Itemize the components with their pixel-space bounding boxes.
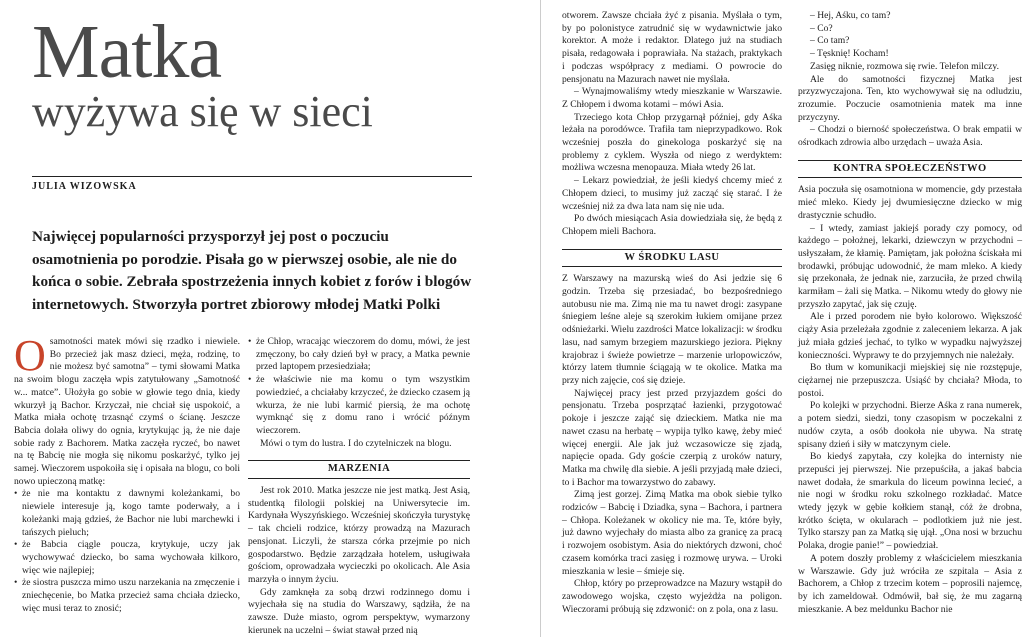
paragraph: Zasięg niknie, rozmowa się rwie. Telefon milczy.: [810, 60, 1000, 72]
author-byline: JULIA WIZOWSKA: [32, 176, 472, 192]
paragraph: Po dwóch miesiącach Asia dowiedziała się, że będą z Chłopem mieli Bachora.: [562, 213, 782, 237]
complaints-list: [14, 488, 240, 615]
list-item: • że siostra puszcza mimo uszu narzekania na zmęczenie i zniechęcenie, bo Matka przecież sama chciała dziecko, więc musi teraz to znosić;: [14, 577, 240, 615]
dialogue-line: – Co?: [810, 22, 833, 34]
article-column-2: [248, 336, 470, 637]
title-line-2: wyżywa się w sieci: [32, 87, 373, 136]
paragraph: – I wtedy, zamiast jakiejś porady czy pomocy, od każdego – położnej, lekarki, dziewczyn w przychodni – usłyszałam, że kłamię. Pamiętam, jak położna ściskała mi brodawki, próbując udowodnić, że mam mleko. A kiedy się przekonała, że jednak nie, zarzuciła, że przed chwilą karmiłam – żali się Matka. – Nikomu wtedy do głowy nie przyszło zapytać, jak się czuję.: [798, 222, 1022, 310]
paragraph: Po kolejki w przychodni. Bierze Aśka z rana numerek, a potem siedzi, siedzi, tony czasopism w poczekalni z nudów czyta, a osób dookoła nie ubywa. Na stratę spisany dzień i siły w matczynym ciele.: [798, 400, 1022, 450]
drop-cap: O: [14, 331, 46, 380]
article-column-1: [14, 331, 240, 615]
section-heading-w-srodku-lasu: W ŚRODKU LASU: [562, 249, 782, 268]
paragraph: – Chodzi o bierność społeczeństwa. O brak empatii w ośrodkach zdrowia albo urzędach – uważa Asia.: [798, 124, 1022, 149]
paragraph: Trzeciego kota Chłop przygarnął później, gdy Aśka leżała na porodówce. Trafiła tam nieprzypadkowo. Rok wcześniej poszła do ginekologa poskarżyć się na problemy z cyklem. Wyszła od niego z werdyktem: możliwa wczesna menopauza. Miała wtedy 26 lat.: [562, 111, 782, 174]
paragraph: – Lekarz powiedział, że jeśli kiedyś chcemy mieć z Chłopem dzieci, to musimy już zacząć się starać. I że wcześniej niż za dwa lata nam się nie uda.: [562, 175, 782, 212]
lead-paragraph: Najwięcej popularności przysporzył jej post o poczuciu osamotnienia po porodzie. Pisała go w pierwszej osobie, ale nie do końca o sobie. Zebrała spostrzeżenia innych kobiet z forów i blogów internetowych. Stworzyła portret zbiorowy młodej Matki Polki: [32, 228, 472, 313]
paragraph: Zimą jest gorzej. Zimą Matka ma obok siebie tylko rodziców – Babcię i Dziadka, syna – Bachora, i partnera – Chłopa. Koleżanek w okolicy nie ma. Te, które były, już dawno wyjechały do miasta albo za granicę za pracą i rozwojem osobistym. Asia do niektórych dzwoni, choć czasem komórka traci zasięg i rozmowę urywa. – Uroki mieszkania w lesie – śmieje się.: [562, 489, 782, 577]
paragraph: Z Warszawy na mazurską wieś do Asi jedzie się 6 godzin. Trzeba się przesiadać, bo bezpośredniego autobusu nie ma. Zimą nie ma tu nawet drogi: zasypane śniegiem leśne aleje są szerokim łukiem omijane przez odśnieżarki. Wielu zazdrości Matce lokalizacji: w środku lasu, nad samym brzegiem mazurskiego jeziora. Piękny krajobraz i świeże powietrze – marzenie urlopowiczów, którzy latem tłumnie ściągają w te okolice. Matka ma przy nich zajęcie, coś się dzieje.: [562, 273, 782, 386]
paragraph: Chłop, który po przeprowadzce na Mazury wstąpił do zawodowego wojska, często wyjeżdża na poligon. Wieczorami próbują się zdzwonić: on z pola, ona z lasu.: [562, 578, 782, 615]
opening-paragraph: [14, 331, 240, 488]
paragraph: otworem. Zawsze chciała żyć z pisania. Myślała o tym, by po polonistyce zatrudnić się w wydawnictwie jako korektor. A może i redaktor. Dlatego już na studiach pisała, redagowała i poprawiała. Na stażach, praktykach i podczas współpracy z mediami. O powrocie do pensjonatu na Mazurach nawet nie myślała.: [562, 10, 782, 85]
paragraph: Jest rok 2010. Matka jeszcze nie jest matką. Jest Asią, studentką filologii polskiej na Uniwersytecie im. Kardynała Wyszyńskiego. Wcześniej skończyła turystykę – tak chcieli rodzice, którzy prowadzą na Mazurach pensjonat. Liczyli, że starsza córka przejmie po nich gospodarstwo. Będzie zarządzała hotelem, usługiwała gościom, oprowadzała wycieczki po okolicach. Ale Asia marzyła o innym życiu.: [248, 485, 470, 585]
list-item: • że właściwie nie ma komu o tym wszystkim powiedzieć, a chciałaby krzyczeć, że dziecko czasem ją wkurza, że nie lubi karmić piersią, że ma ochotę wymknąć się z domu rano i wrócić późnym wieczorem.: [248, 374, 470, 438]
paragraph: – Wynajmowaliśmy wtedy mieszkanie w Warszawie. Z Chłopem i dwoma kotami – mówi Asia.: [562, 86, 782, 110]
list-item: • że Babcia ciągle poucza, krytykuje, uczy jak wychowywać dziecko, bo sama wychowała kilkoro, więc wie najlepiej;: [14, 539, 240, 577]
paragraph: Najwięcej pracy jest przed przyjazdem gości do pensjonatu. Trzeba posprzątać łazienki, przygotować pokoje i jeszcze zająć się dzieckiem. Matka nie ma nawet czasu na herbatę – wypija tylko kawę, żeby mieć więcej energii. Ale jak już wczasowicze się zjadą, napięcie opada. Gdy goście czerpią z uroków natury, Matka ma chwilę dla siebie. A jeśli przyjadą małe dzieci, to i Bachor ma towarzystwo do zabawy.: [562, 387, 782, 488]
article-title: [32, 10, 502, 136]
complaints-list-continued: [248, 336, 470, 438]
article-column-4: [798, 10, 1022, 616]
article-column-3: [562, 10, 782, 616]
dialogue-line: – Co tam?: [810, 35, 850, 47]
paragraph: Bo kiedyś zapytała, czy kolejka do internisty nie przepuści jej pierwszej. Nie przepuściła, a jakaś babcia nawet dodała, że smarkula do liceum powinna lecieć, a nie nogi w środku roku szkolnego rozkładać. Matce wtedy język w gębie kołkiem stanął, cóż że drobna, krótko ścięta, w okularach – podlotkiem już nie jest. Tylko starszy pan za Matką się ujął. „Ona nosi w brzuchu Polaka, drogie panie!” – powiedział.: [798, 451, 1022, 552]
paragraph: Asia poczuła się osamotniona w momencie, gdy przestała mieć mleko. Kiedy jej dwumiesięczne dziecko w mig drastycznie schudło.: [798, 184, 1022, 221]
list-item: • że Chłop, wracając wieczorem do domu, mówi, że jest zmęczony, bo cały dzień był w pracy, a Matka pewnie przed laptopem przesiedziała;: [248, 336, 470, 374]
section-heading-kontra-spoleczenstwo: KONTRA SPOŁECZEŃSTWO: [798, 160, 1022, 179]
list-item: • że nie ma kontaktu z dawnymi koleżankami, bo niewiele interesuje ją, kogo tamte poderwały, a i koleżanki mają gdzieś, że Bachor nie lubi marchewki i tańszych pieluch;: [14, 488, 240, 539]
column-gutter: [540, 0, 541, 637]
section-heading-marzenia: MARZENIA: [248, 460, 470, 479]
paragraph: Bo tłum w komunikacji miejskiej się nie rozstępuje, ciężarnej nie przepuszcza. Usiąść by chciała? Młoda, to postoi.: [798, 362, 1022, 399]
title-line-1: Matka: [32, 10, 222, 94]
paragraph: Gdy zamknęła za sobą drzwi rodzinnego domu i wyjechała się na studia do Warszawy, sądziła, że na zawsze. Duże miasto, ogrom perspektyw, wymarzony kierunek na uczelni – świat stawał przed nią: [248, 586, 470, 636]
paragraph: Ale do samotności fizycznej Matka jest przyzwyczajona. Ten, kto wychowywał się na odludziu, zrozumie. Poczucie osamotnienia matek ma inne przyczyny.: [798, 73, 1022, 123]
paragraph: Ale i przed porodem nie było kolorowo. Większość ciąży Asia przeleżała zgodnie z zaleceniem lekarza. A jak już miała gdzieś jechać, to tylko w wypadku najwyższej konieczności. Wyprawy te do przyjemnych nie należały.: [798, 311, 1022, 361]
paragraph-text: samotności matek mówi się rzadko i niewiele. Bo przecież jak masz dzieci, męża, rodzinę, to nie możesz być samotna” – tymi słowami Matka na swoim blogu zaczęła wpis zatytułowany „Samotność w... matce”. Ułożyła go sobie w głowie tego dnia, kiedy wkurzył ją Bachor. Krzyczał, nie chciał się uspokoić, a Matka miała ochotę trzasnąć czymś o ścianę. Jeszcze Babcia dolała oliwy do ognia, krytykując ją, że nie daje sobie rady z Bachorem. Matka zaczęła ryczeć, bo nawet na tę Babcię nie mogła się nikomu poskarżyć, tylko jej samej. Wieczorem uspokoiła się i opisała na blogu, co boli nowo upieczoną matkę:: [14, 336, 240, 487]
paragraph: A potem doszły problemy z właścicielem mieszkania w Warszawie. Gdy już wróciła ze szpitala – Asia z Bachorem, a Chłop z trzecim kotem – poprosili najemcę, by ich zameldował. Odmówił, bał się, że mu zagarną mieszkanie. A bez meldunku Bachor nie: [798, 552, 1022, 615]
paragraph: Mówi o tym do lustra. I do czytelniczek na blogu.: [260, 437, 452, 449]
dialogue-line: – Hej, Aśku, co tam?: [810, 10, 891, 21]
dialogue-line: – Tęsknię! Kocham!: [810, 48, 889, 60]
